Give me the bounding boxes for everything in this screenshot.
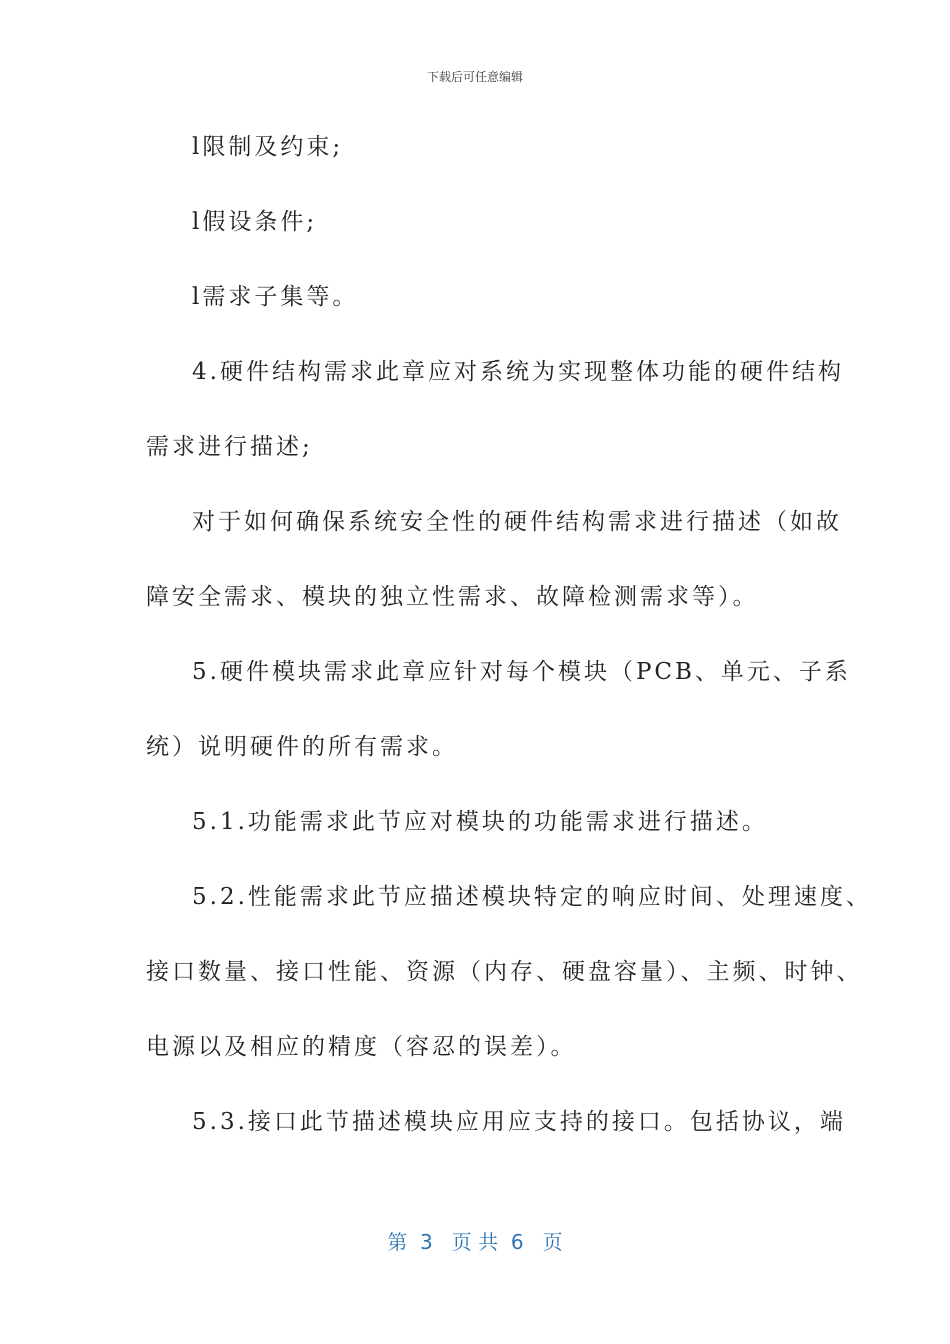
paragraph-line: 统）说明硬件的所有需求。: [146, 734, 458, 760]
paragraph-line: 电源以及相应的精度（容忍的误差）。: [146, 1034, 577, 1060]
paragraph-line: 5.1.功能需求此节应对模块的功能需求进行描述。: [192, 809, 768, 835]
paragraph-line: 4.硬件结构需求此章应对系统为实现整体功能的硬件结构: [192, 359, 844, 385]
page-number-footer: 第 3 页 共 6 页: [387, 1230, 563, 1254]
paragraph-line: 障安全需求、模块的独立性需求、故障检测需求等）。: [146, 584, 759, 610]
paragraph-line: l需求子集等。: [192, 284, 359, 310]
paragraph-line: 5.硬件模块需求此章应针对每个模块（PCB、单元、子系: [192, 659, 851, 685]
paragraph-line: l限制及约束;: [192, 134, 344, 160]
paragraph-line: 接口数量、接口性能、资源（内存、硬盘容量）、主频、时钟、: [146, 959, 863, 985]
paragraph-line: 需求进行描述;: [146, 434, 313, 460]
paragraph-line: l假设条件;: [192, 209, 318, 235]
paragraph-line: 5.3.接口此节描述模块应用应支持的接口。包括协议，端: [192, 1109, 846, 1135]
header-note: 下载后可任意编辑: [426, 70, 523, 84]
paragraph-line: 对于如何确保系统安全性的硬件结构需求进行描述（如故: [192, 509, 842, 535]
paragraph-line: 5.2.性能需求此节应描述模块特定的响应时间、处理速度、: [192, 884, 872, 910]
